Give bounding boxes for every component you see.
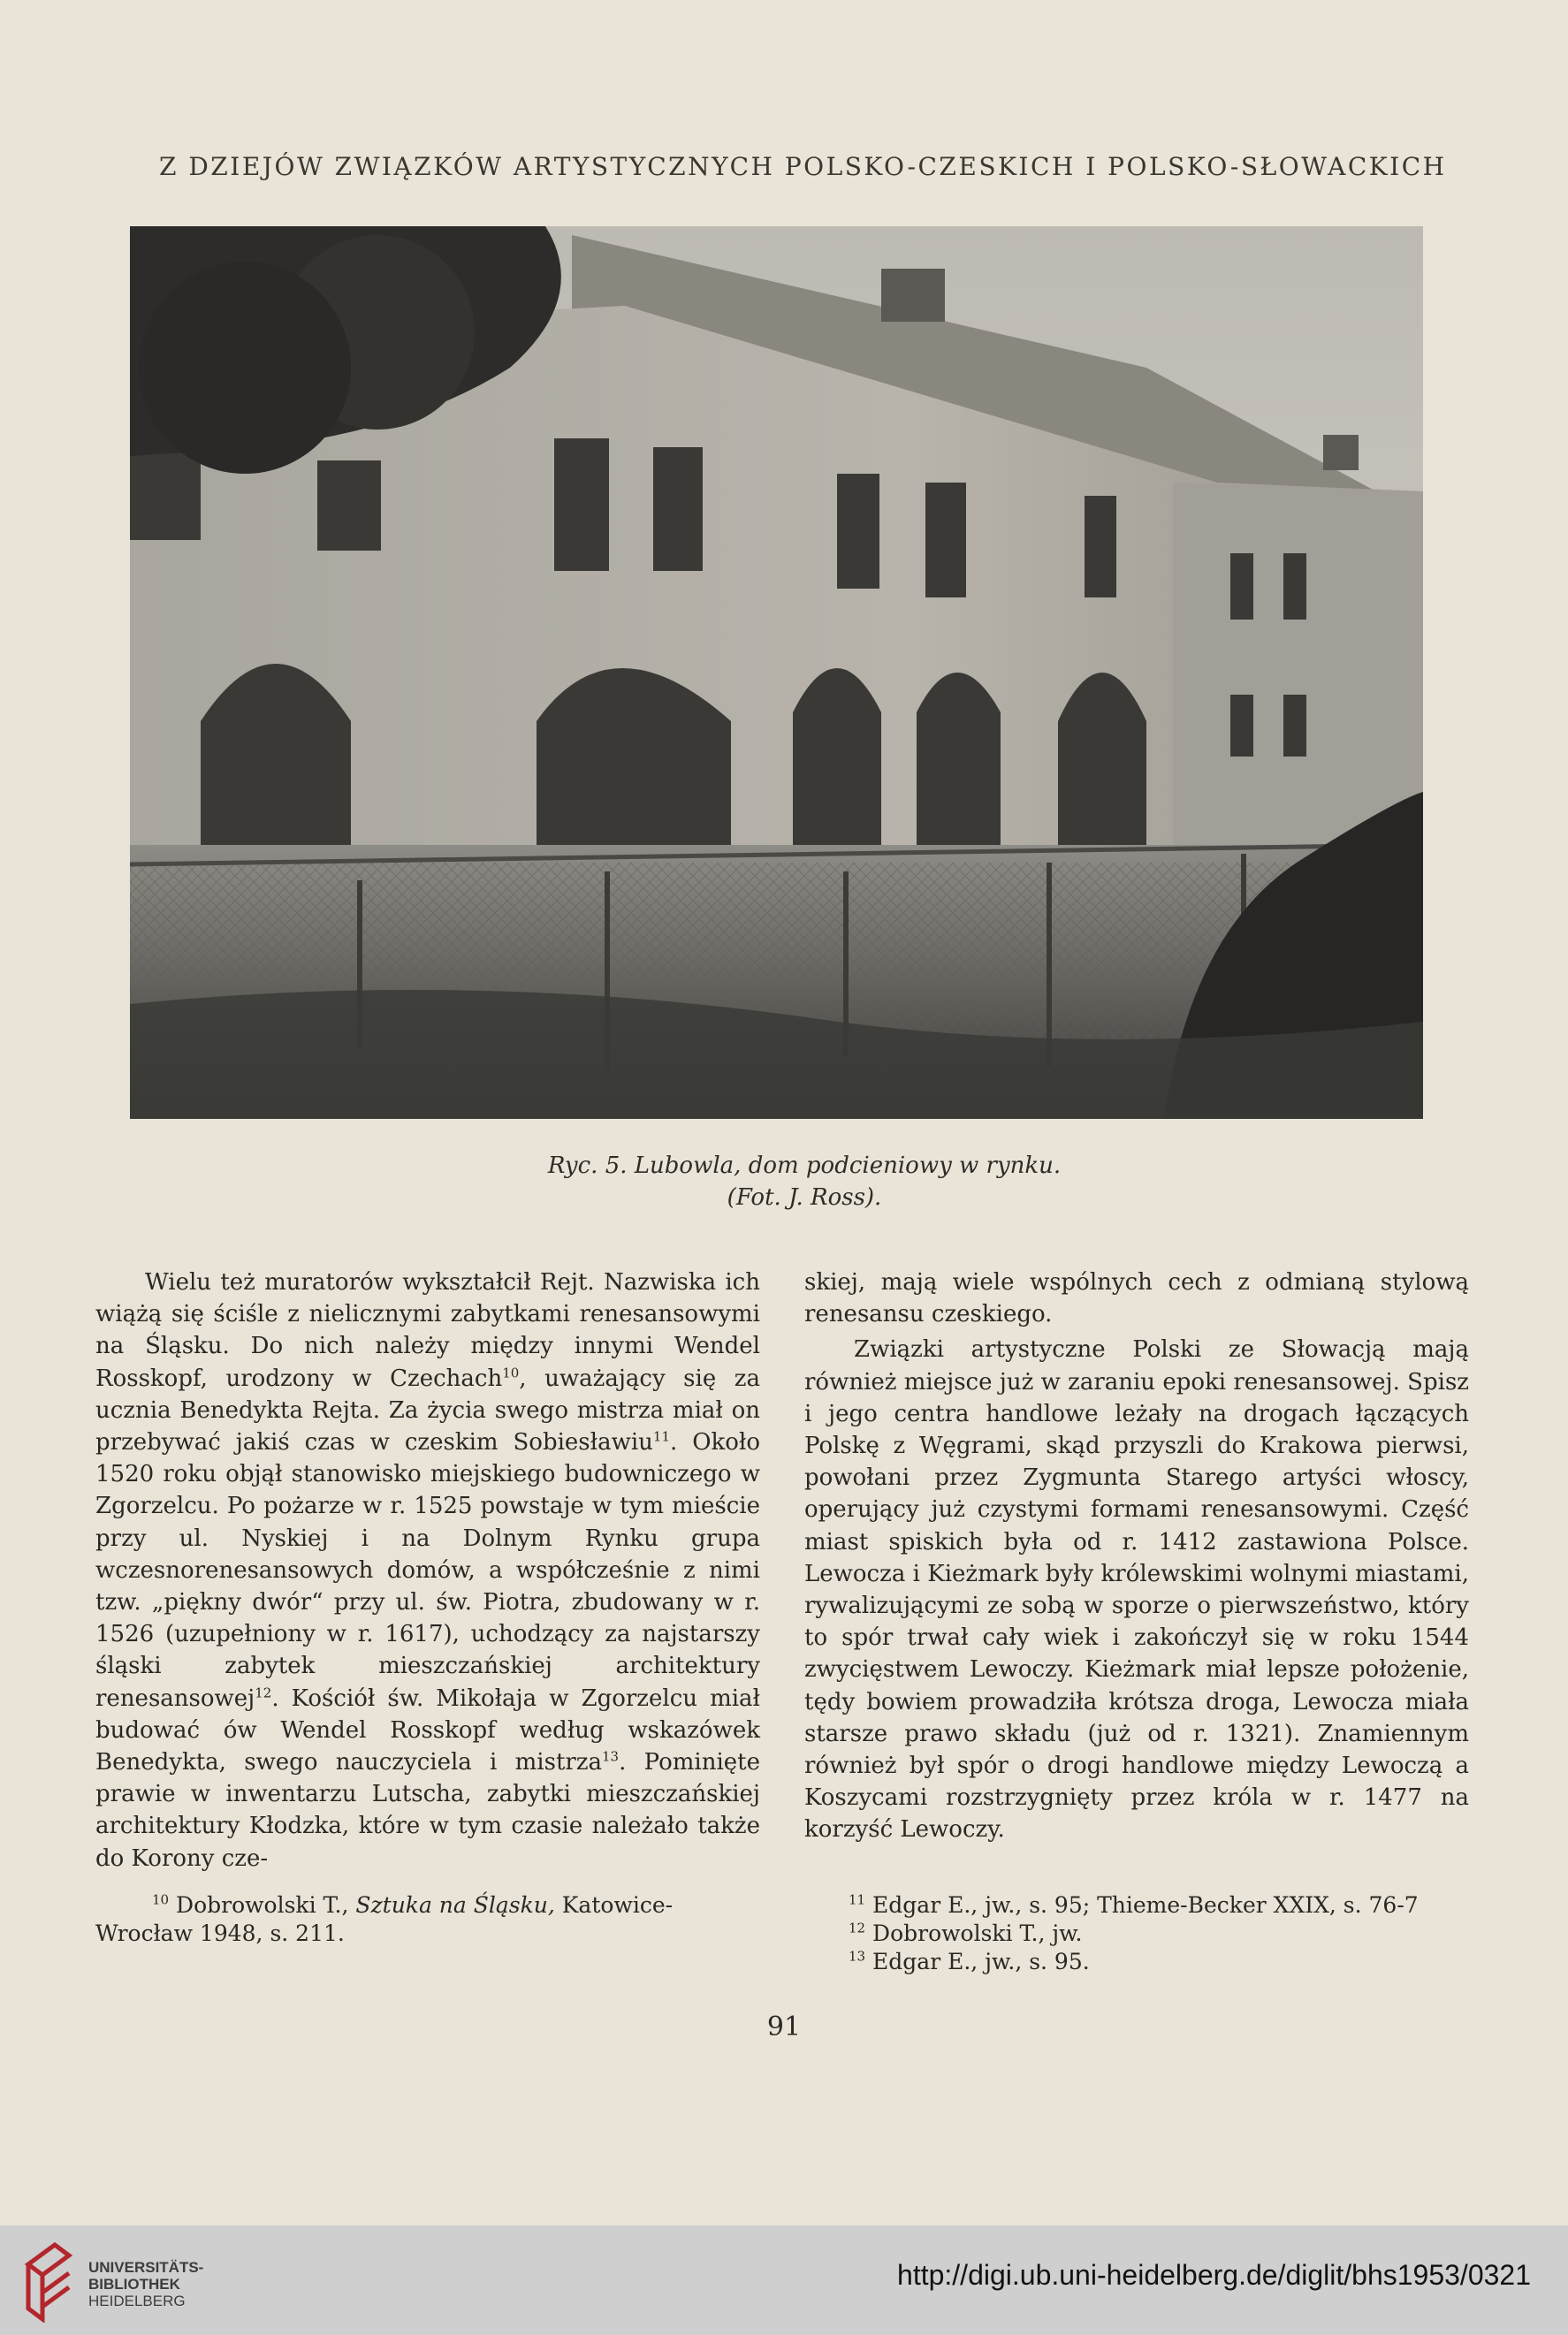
library-logo-icon[interactable] — [19, 2238, 76, 2323]
footnote-12 — [849, 1920, 1467, 1948]
footnote-title: Sztuka na Śląsku, — [355, 1892, 555, 1918]
page-number: 91 — [766, 2012, 802, 2042]
library-footer-bar — [0, 2225, 1568, 2335]
footnote-number: 12 — [849, 1920, 866, 1936]
text-run: Edgar E., jw., s. 95; Thieme-Becker XXIX, s. 76-7 — [865, 1892, 1419, 1918]
footnote-11 — [849, 1891, 1467, 1920]
text-run: , uważający się za ucznia Benedykta Rejta. Za życia swego mistrza miał on przebywać jakiś czas w czeskim Sobiesławiu — [95, 1365, 760, 1457]
footnote-ref-11: 11 — [652, 1428, 670, 1445]
body-paragraph — [95, 1266, 760, 1875]
footnote-number: 11 — [849, 1891, 866, 1908]
text-run: Edgar E., jw., s. 95. — [865, 1949, 1090, 1974]
footnote-number: 10 — [152, 1891, 170, 1908]
footnotes-right — [849, 1891, 1467, 1976]
footnotes-left — [95, 1891, 767, 1948]
logo-line: UNIVERSITÄTS- — [88, 2259, 204, 2276]
figure-caption: Ryc. 5. Lubowla, dom podcieniowy w rynku. — [547, 1152, 1062, 1179]
text-run: Dobrowolski T., jw. — [865, 1920, 1083, 1946]
body-paragraph: Związki artystyczne Polski ze Słowacją mają również miejsce już w zaraniu epoki renesansowej. Spisz i jego centra handlowe leżały na drogach łączących Polskę z Węgrami, skąd przyszli do Krakowa pierwsi, powołani przez Zygmunta Starego artyści włoscy, operujący już czystymi formami renesansowymi. Część miast spiskich była od r. 1412 zastawiona Polsce. Lewocza i Kieżmark były królewskimi wolnymi miastami, rywalizującymi ze sobą w sporze o pierwszeństwo, który to spór trwał cały wiek i zakończył się w roku 1544 zwycięstwem Lewoczy. Kieżmark miał lepsze położenie, tędy bowiem prowadziła krótsza droga, Lewocza miała starsze prawo składu (już od r. 1321). Znamiennym również był spór o drogi handlowe między Lewoczą a Koszycami rozstrzygnięty przez króla w r. 1477 na korzyść Lewoczy. — [804, 1336, 1469, 1844]
library-logo-text[interactable] — [88, 2259, 203, 2309]
footnote-number: 13 — [849, 1948, 866, 1965]
photograph-lubowla-arcaded-house — [130, 226, 1423, 1119]
running-head: Z DZIEJÓW ZWIĄZKÓW ARTYSTYCZNYCH POLSKO-CZESKICH I POLSKO-SŁOWACKICH — [159, 152, 1447, 181]
footnote-ref-10: 10 — [502, 1364, 520, 1380]
text-run: Wielu też muratorów wykształcił Rejt. Nazwiska ich wiążą się ściśle z nielicznymi zabytkami renesansowymi na Śląsku. Do nich należy między innymi Wendel Rosskopf, urodzony w Czechach — [95, 1269, 760, 1392]
logo-line: HEIDELBERG — [88, 2293, 186, 2309]
text-run: Dobrowolski T., — [169, 1892, 356, 1918]
permalink-url[interactable]: http://digi.ub.uni-heidelberg.de/diglit/bhs1953/0321 — [897, 2259, 1531, 2291]
text-run: Katowice-Wrocław 1948, s. 211. — [95, 1892, 674, 1946]
footnote-ref-12: 12 — [255, 1684, 272, 1700]
footnote-10 — [95, 1891, 767, 1948]
text-run: . Pominięte prawie w inwentarzu Lutscha, zabytki mieszczańskiej architektury Kłodzka, które w tym czasie należało także do Korony cze- — [95, 1749, 760, 1872]
body-paragraph-continued: skiej, mają wiele wspólnych cech z odmianą stylową renesansu czeskiego. — [804, 1269, 1469, 1328]
right-text-column — [804, 1266, 1469, 1846]
left-text-column — [95, 1266, 760, 1875]
logo-line: BIBLIOTHEK — [88, 2276, 180, 2293]
footnote-13 — [849, 1948, 1467, 1976]
photo-credit: (Fot. J. Ross). — [727, 1184, 882, 1211]
text-run: . Kościół św. Mikołaja w Zgorzelcu miał budować ów Wendel Rosskopf według wskazówek Benedykta, swego nauczyciela i mistrza — [95, 1685, 760, 1776]
footnote-ref-13: 13 — [602, 1748, 620, 1765]
photo-illustration — [130, 226, 1423, 1119]
text-run: . Około 1520 roku objął stanowisko miejskiego budowniczego w Zgorzelcu. Po pożarze w r. 1525 powstaje w tym mieście przy ul. Nyskiej i na Dolnym Rynku grupa wczesnorenesansowych domów, a współcześnie z nimi tzw. „piękny dwór“ przy ul. św. Piotra, zbudowany w r. 1526 (uzupełniony w r. 1617), uchodzący za najstarszy śląski zabytek mieszczańskiej architektury renesansowej — [95, 1429, 760, 1712]
